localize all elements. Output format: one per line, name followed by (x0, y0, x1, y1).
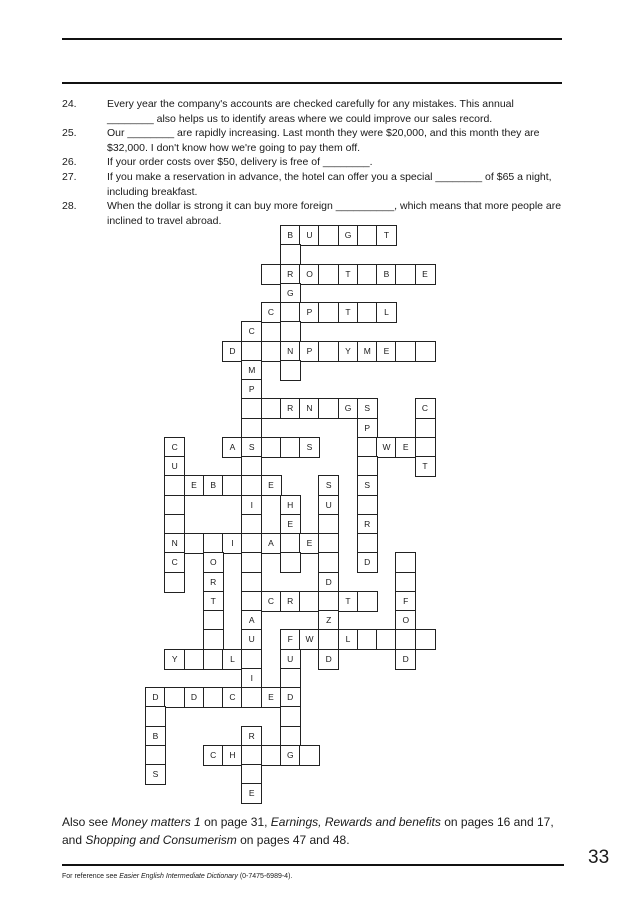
crossword-cell[interactable]: F (280, 629, 301, 650)
top-rule (62, 38, 562, 40)
crossword-cell[interactable]: L (376, 302, 397, 323)
crossword-cell[interactable]: C (203, 745, 224, 766)
crossword-cell[interactable] (261, 398, 282, 419)
clue-number: 27. (62, 170, 77, 183)
crossword-cell[interactable]: R (280, 398, 301, 419)
crossword-cell[interactable] (261, 341, 282, 362)
crossword-cell[interactable]: U (318, 495, 339, 516)
crossword-cell[interactable] (280, 437, 301, 458)
clue-item (62, 126, 562, 155)
crossword-cell[interactable]: D (222, 341, 243, 362)
crossword-cell[interactable] (318, 591, 339, 612)
crossword-cell[interactable] (280, 360, 301, 381)
crossword-cell[interactable]: E (299, 533, 320, 554)
crossword-cell[interactable] (357, 591, 378, 612)
crossword-cell[interactable] (241, 572, 262, 593)
crossword-cell[interactable]: D (184, 687, 205, 708)
crossword-cell[interactable] (357, 264, 378, 285)
crossword-cell[interactable] (203, 649, 224, 670)
crossword-cell[interactable] (299, 591, 320, 612)
crossword-cell[interactable]: B (376, 264, 397, 285)
crossword-cell[interactable]: S (357, 398, 378, 419)
crossword-cell[interactable]: R (241, 726, 262, 747)
crossword-cell[interactable]: S (241, 437, 262, 458)
crossword-cell[interactable]: G (280, 745, 301, 766)
crossword-cell[interactable] (395, 629, 416, 650)
crossword-cell[interactable]: D (280, 687, 301, 708)
clue-item (62, 199, 562, 228)
crossword-cell[interactable] (280, 706, 301, 727)
crossword-cell[interactable]: T (338, 591, 359, 612)
crossword-cell[interactable]: M (357, 341, 378, 362)
crossword-cell[interactable]: W (299, 629, 320, 650)
also-see-text: on pages 16 and 17, and (62, 815, 554, 847)
crossword-cell[interactable] (184, 649, 205, 670)
crossword-cell[interactable] (357, 629, 378, 650)
crossword-cell[interactable] (357, 495, 378, 516)
crossword-cell[interactable]: U (164, 456, 185, 477)
crossword-cell[interactable]: A (222, 437, 243, 458)
crossword-cell[interactable] (241, 764, 262, 785)
crossword-cell[interactable] (241, 552, 262, 573)
crossword-cell[interactable] (318, 225, 339, 246)
crossword-cell[interactable]: F (395, 591, 416, 612)
crossword-cell[interactable]: L (338, 629, 359, 650)
crossword-cell[interactable]: C (222, 687, 243, 708)
crossword-cell[interactable] (261, 264, 282, 285)
crossword-cell[interactable] (280, 244, 301, 265)
crossword-cell[interactable] (415, 341, 436, 362)
crossword-cell[interactable]: T (376, 225, 397, 246)
clue-number: 26. (62, 156, 77, 169)
also-see-text: Also see (62, 815, 112, 829)
crossword-cell[interactable] (318, 552, 339, 573)
crossword-cell[interactable]: C (261, 591, 282, 612)
crossword-cell[interactable]: T (203, 591, 224, 612)
crossword-cell[interactable]: E (261, 475, 282, 496)
crossword-cell[interactable]: E (261, 687, 282, 708)
crossword-cell[interactable]: O (299, 264, 320, 285)
clue-text: If you make a reservation in advance, the hotel can offer you a special ________ of $65 a night, including breakfast. (107, 170, 552, 198)
crossword-cell[interactable]: O (395, 610, 416, 631)
crossword-cell[interactable]: E (184, 475, 205, 496)
crossword-cell[interactable]: B (203, 475, 224, 496)
clue-number: 24. (62, 98, 77, 110)
clue-text: Every year the company's accounts are checked carefully for any mistakes. This annual ________ also helps us to identify areas where we could improve our sales record. (107, 98, 514, 125)
crossword-cell[interactable] (415, 418, 436, 439)
crossword-cell[interactable] (261, 745, 282, 766)
crossword-cell[interactable]: U (241, 629, 262, 650)
crossword-cell[interactable]: E (241, 783, 262, 804)
crossword-cell[interactable] (376, 629, 397, 650)
clue-number: 25. (62, 127, 77, 140)
crossword-cell[interactable]: U (280, 649, 301, 670)
crossword-cell[interactable]: C (415, 398, 436, 419)
crossword-cell[interactable] (261, 437, 282, 458)
crossword-cell[interactable]: P (299, 302, 320, 323)
crossword-cell[interactable] (164, 514, 185, 535)
crossword-cell[interactable]: M (241, 360, 262, 381)
clue-list (62, 97, 562, 228)
crossword-cell[interactable] (280, 533, 301, 554)
crossword-cell[interactable]: T (415, 456, 436, 477)
crossword-cell[interactable] (415, 437, 436, 458)
crossword-cell[interactable]: L (222, 649, 243, 670)
clue-text: If your order costs over $50, delivery is free of ________. (107, 156, 373, 169)
crossword-cell[interactable]: B (145, 726, 166, 747)
crossword-cell[interactable]: Y (164, 649, 185, 670)
ref-money-matters: Money matters 1 (111, 815, 201, 829)
crossword-cell[interactable]: G (338, 225, 359, 246)
crossword-cell[interactable] (145, 745, 166, 766)
crossword-cell[interactable] (318, 514, 339, 535)
crossword-cell[interactable]: R (203, 572, 224, 593)
crossword-cell[interactable]: C (164, 437, 185, 458)
crossword-cell[interactable] (357, 225, 378, 246)
crossword-cell[interactable]: G (338, 398, 359, 419)
crossword-cell[interactable]: D (318, 572, 339, 593)
crossword-cell[interactable] (164, 475, 185, 496)
crossword-cell[interactable]: B (280, 225, 301, 246)
crossword-cell[interactable]: T (338, 264, 359, 285)
crossword-cell[interactable]: O (203, 552, 224, 573)
crossword-cell[interactable] (395, 572, 416, 593)
crossword-cell[interactable]: Y (338, 341, 359, 362)
crossword-cell[interactable]: U (299, 225, 320, 246)
isbn: (0-7475-6989-4). (237, 873, 293, 880)
crossword-cell[interactable] (241, 398, 262, 419)
clue-item (62, 170, 562, 199)
crossword-cell[interactable] (318, 533, 339, 554)
crossword-cell[interactable]: E (280, 514, 301, 535)
crossword-cell[interactable]: H (280, 495, 301, 516)
clue-text: When the dollar is strong it can buy more foreign __________, which means that more people are inclined to travel abroad. (107, 200, 562, 227)
crossword-cell[interactable]: W (376, 437, 397, 458)
clue-text: Our ________ are rapidly increasing. Last month they were $20,000, and this month they are $32,000. I don't know how we're going to pay them off. (107, 127, 540, 154)
crossword-cell[interactable]: Z (318, 610, 339, 631)
crossword-cell[interactable] (241, 514, 262, 535)
crossword-cell[interactable] (357, 533, 378, 554)
crossword-cell[interactable] (357, 456, 378, 477)
crossword-cell[interactable] (280, 302, 301, 323)
crossword-cell[interactable]: R (280, 264, 301, 285)
also-see-note (62, 813, 572, 849)
crossword-cell[interactable]: R (280, 591, 301, 612)
crossword-cell[interactable]: I (241, 668, 262, 689)
crossword-cell[interactable] (299, 745, 320, 766)
crossword-cell[interactable]: I (241, 495, 262, 516)
crossword-cell[interactable] (357, 437, 378, 458)
crossword-cell[interactable]: A (241, 610, 262, 631)
crossword-cell[interactable] (280, 321, 301, 342)
crossword-cell[interactable] (241, 456, 262, 477)
crossword-cell[interactable]: D (395, 649, 416, 670)
crossword-cell[interactable]: N (164, 533, 185, 554)
ref-shopping: Shopping and Consumerism (85, 833, 237, 847)
crossword-cell[interactable] (395, 264, 416, 285)
crossword-cell[interactable]: C (261, 302, 282, 323)
crossword-cell[interactable]: H (222, 745, 243, 766)
crossword-cell[interactable]: C (241, 321, 262, 342)
crossword-cell[interactable] (164, 572, 185, 593)
crossword-cell[interactable] (241, 687, 262, 708)
crossword-cell[interactable] (357, 302, 378, 323)
crossword-cell[interactable] (280, 668, 301, 689)
crossword-cell[interactable] (241, 341, 262, 362)
page-number: 33 (588, 847, 610, 868)
ref-earnings: Earnings, Rewards and benefits (270, 815, 441, 829)
crossword-cell[interactable] (241, 649, 262, 670)
crossword-cell[interactable] (395, 341, 416, 362)
crossword-cell[interactable]: S (357, 475, 378, 496)
crossword-cell[interactable] (280, 552, 301, 573)
crossword-cell[interactable] (203, 629, 224, 650)
crossword-cell[interactable]: E (415, 264, 436, 285)
clue-item (62, 155, 562, 170)
crossword-cell[interactable]: S (318, 475, 339, 496)
crossword-cell[interactable]: A (261, 533, 282, 554)
crossword-cell[interactable] (145, 706, 166, 727)
crossword-cell[interactable]: E (395, 437, 416, 458)
crossword-cell[interactable]: N (299, 398, 320, 419)
crossword-cell[interactable] (280, 726, 301, 747)
crossword-cell[interactable] (203, 610, 224, 631)
crossword-cell[interactable]: S (299, 437, 320, 458)
crossword-cell[interactable]: N (280, 341, 301, 362)
crossword-cell[interactable] (164, 687, 185, 708)
crossword-cell[interactable] (184, 533, 205, 554)
crossword-cell[interactable] (318, 341, 339, 362)
crossword-cell[interactable] (203, 533, 224, 554)
crossword-cell[interactable]: T (338, 302, 359, 323)
crossword-cell[interactable]: G (280, 283, 301, 304)
crossword-cell[interactable]: D (318, 649, 339, 670)
crossword-cell[interactable] (318, 264, 339, 285)
crossword-cell[interactable] (318, 302, 339, 323)
crossword-cell[interactable]: I (222, 533, 243, 554)
reference-prefix: For reference see (62, 873, 120, 880)
crossword-cell[interactable] (203, 687, 224, 708)
crossword-cell[interactable] (241, 418, 262, 439)
crossword-cell[interactable]: D (145, 687, 166, 708)
crossword-cell[interactable]: P (357, 418, 378, 439)
crossword-cell[interactable]: P (299, 341, 320, 362)
crossword-cell[interactable] (241, 591, 262, 612)
crossword-cell[interactable] (318, 629, 339, 650)
also-see-text: on page 31, (200, 815, 271, 829)
clue-item (62, 97, 562, 126)
crossword-cell[interactable] (318, 398, 339, 419)
footer-rule (62, 864, 564, 866)
crossword-cell[interactable]: D (357, 552, 378, 573)
crossword-cell[interactable] (241, 745, 262, 766)
crossword-cell[interactable] (222, 475, 243, 496)
crossword-cell[interactable] (415, 629, 436, 650)
crossword-cell[interactable] (241, 475, 262, 496)
reference-line (62, 873, 292, 880)
crossword-cell[interactable]: R (357, 514, 378, 535)
crossword-cell[interactable]: S (145, 764, 166, 785)
crossword-cell[interactable] (395, 552, 416, 573)
clue-number: 28. (62, 200, 77, 213)
dictionary-title: Easier English Intermediate Dictionary (119, 873, 238, 880)
crossword-cell[interactable] (164, 495, 185, 516)
crossword-cell[interactable]: C (164, 552, 185, 573)
crossword-cell[interactable]: E (376, 341, 397, 362)
also-see-text: on pages 47 and 48. (236, 833, 350, 847)
header-rule (62, 82, 562, 84)
crossword-cell[interactable] (241, 533, 262, 554)
crossword-cell[interactable]: P (241, 379, 262, 400)
